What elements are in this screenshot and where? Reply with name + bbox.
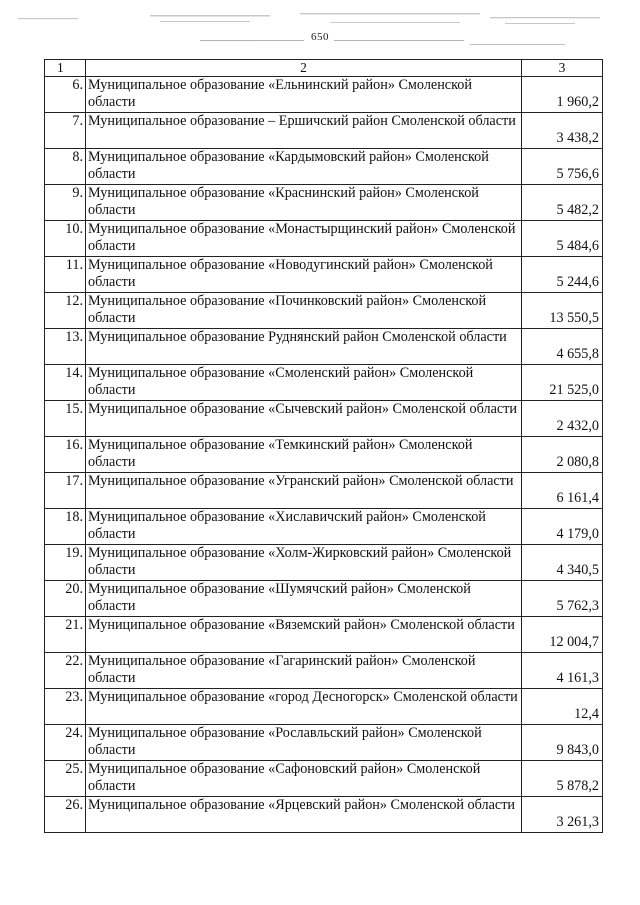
table-row	[45, 617, 603, 653]
column-header-value: 3	[522, 60, 603, 77]
row-number: 19.	[45, 545, 86, 581]
amount-value: 5 484,6	[522, 221, 603, 257]
row-number: 12.	[45, 293, 86, 329]
row-number: 17.	[45, 473, 86, 509]
table-row	[45, 509, 603, 545]
table-row	[45, 581, 603, 617]
municipality-name: Муниципальное образование «Вяземский район» Смоленской области	[86, 617, 522, 653]
amount-value: 5 878,2	[522, 761, 603, 797]
municipality-name: Муниципальное образование «Холм-Жирковский район» Смоленской области	[86, 545, 522, 581]
amount-value: 12 004,7	[522, 617, 603, 653]
row-number: 26.	[45, 797, 86, 833]
municipality-name: Муниципальное образование «Ярцевский район» Смоленской области	[86, 797, 522, 833]
municipality-name: Муниципальное образование «Хиславичский район» Смоленской области	[86, 509, 522, 545]
table-row	[45, 725, 603, 761]
municipality-name: Муниципальное образование «Монастырщинский район» Смоленской области	[86, 221, 522, 257]
table-row	[45, 77, 603, 113]
page-number: 650	[311, 31, 329, 43]
amount-value: 21 525,0	[522, 365, 603, 401]
amount-value: 4 179,0	[522, 509, 603, 545]
row-number: 15.	[45, 401, 86, 437]
municipality-name: Муниципальное образование «Ельнинский район» Смоленской области	[86, 77, 522, 113]
table-row	[45, 221, 603, 257]
row-number: 10.	[45, 221, 86, 257]
municipality-name: Муниципальное образование «Новодугинский район» Смоленской области	[86, 257, 522, 293]
table-row	[45, 329, 603, 365]
allocation-table	[44, 59, 603, 833]
amount-value: 3 438,2	[522, 113, 603, 149]
table-header-row	[45, 60, 603, 77]
row-number: 7.	[45, 113, 86, 149]
scan-noise-header	[0, 0, 640, 60]
amount-value: 6 161,4	[522, 473, 603, 509]
municipality-name: Муниципальное образование «Сычевский район» Смоленской области	[86, 401, 522, 437]
row-number: 16.	[45, 437, 86, 473]
table-row	[45, 365, 603, 401]
row-number: 21.	[45, 617, 86, 653]
municipality-name: Муниципальное образование «Шумячский район» Смоленской области	[86, 581, 522, 617]
municipality-name: Муниципальное образование «город Десногорск» Смоленской области	[86, 689, 522, 725]
column-header-number: 1	[45, 60, 86, 77]
municipality-name: Муниципальное образование «Кардымовский район» Смоленской области	[86, 149, 522, 185]
municipality-name: Муниципальное образование «Рославльский район» Смоленской области	[86, 725, 522, 761]
table-row	[45, 401, 603, 437]
row-number: 13.	[45, 329, 86, 365]
table-row	[45, 761, 603, 797]
amount-value: 12,4	[522, 689, 603, 725]
table-row	[45, 653, 603, 689]
municipality-name: Муниципальное образование «Темкинский район» Смоленской области	[86, 437, 522, 473]
table-row	[45, 473, 603, 509]
municipality-name: Муниципальное образование «Гагаринский район» Смоленской области	[86, 653, 522, 689]
amount-value: 13 550,5	[522, 293, 603, 329]
row-number: 6.	[45, 77, 86, 113]
row-number: 24.	[45, 725, 86, 761]
row-number: 22.	[45, 653, 86, 689]
amount-value: 4 161,3	[522, 653, 603, 689]
municipality-name: Муниципальное образование «Сафоновский район» Смоленской области	[86, 761, 522, 797]
row-number: 14.	[45, 365, 86, 401]
table-row	[45, 293, 603, 329]
row-number: 11.	[45, 257, 86, 293]
row-number: 9.	[45, 185, 86, 221]
row-number: 8.	[45, 149, 86, 185]
amount-value: 4 655,8	[522, 329, 603, 365]
table-row	[45, 113, 603, 149]
table-row	[45, 149, 603, 185]
amount-value: 5 756,6	[522, 149, 603, 185]
row-number: 20.	[45, 581, 86, 617]
table-row	[45, 257, 603, 293]
amount-value: 4 340,5	[522, 545, 603, 581]
municipality-name: Муниципальное образование «Починковский район» Смоленской области	[86, 293, 522, 329]
amount-value: 2 432,0	[522, 401, 603, 437]
amount-value: 9 843,0	[522, 725, 603, 761]
table-row	[45, 185, 603, 221]
column-header-name: 2	[86, 60, 522, 77]
amount-value: 5 482,2	[522, 185, 603, 221]
table-row	[45, 437, 603, 473]
amount-value: 1 960,2	[522, 77, 603, 113]
row-number: 23.	[45, 689, 86, 725]
table-row	[45, 689, 603, 725]
municipality-name: Муниципальное образование Руднянский район Смоленской области	[86, 329, 522, 365]
amount-value: 2 080,8	[522, 437, 603, 473]
municipality-name: Муниципальное образование – Ершичский район Смоленской области	[86, 113, 522, 149]
row-number: 25.	[45, 761, 86, 797]
municipality-name: Муниципальное образование «Угранский район» Смоленской области	[86, 473, 522, 509]
table-row	[45, 545, 603, 581]
amount-value: 5 244,6	[522, 257, 603, 293]
municipality-name: Муниципальное образование «Смоленский район» Смоленской области	[86, 365, 522, 401]
amount-value: 3 261,3	[522, 797, 603, 833]
table-row	[45, 797, 603, 833]
municipality-name: Муниципальное образование «Краснинский район» Смоленской области	[86, 185, 522, 221]
row-number: 18.	[45, 509, 86, 545]
amount-value: 5 762,3	[522, 581, 603, 617]
